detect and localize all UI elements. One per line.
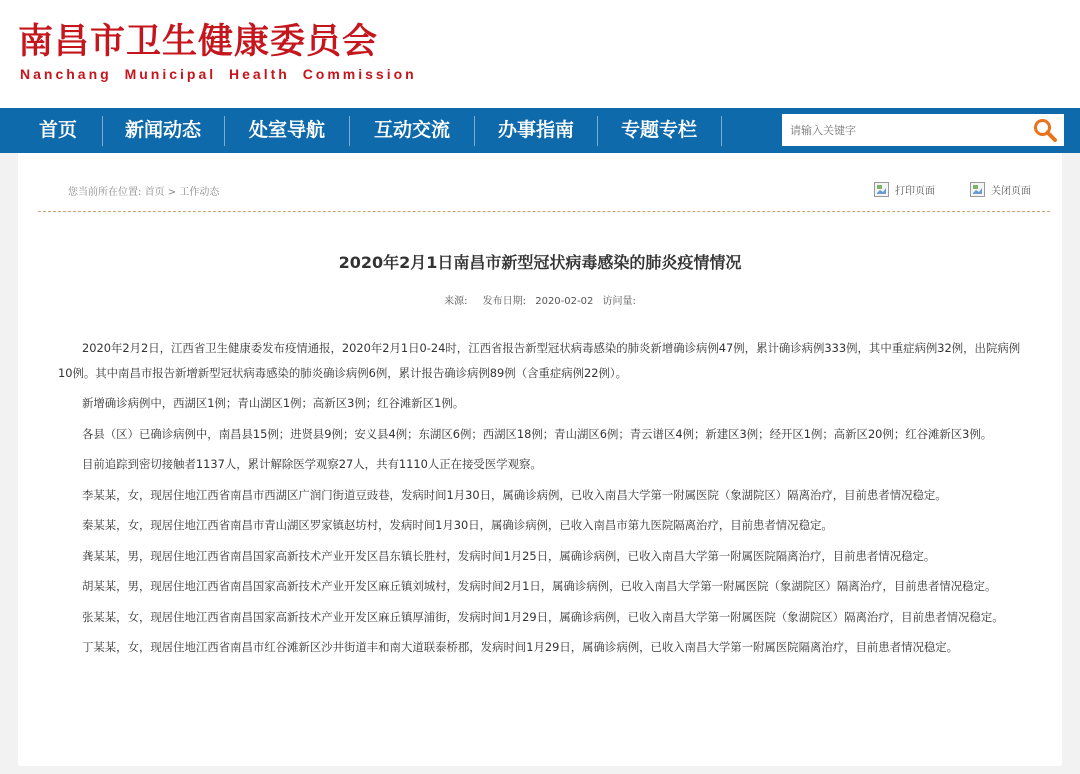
- nav-item-departments[interactable]: 处室导航: [248, 119, 325, 141]
- article-paragraph: 丁某某，女，现居住地江西省南昌市红谷滩新区沙井街道丰和南大道联泰桥郡，发病时间1月29日，属确诊病例，已收入南昌大学第一附属医院隔离治疗，目前患者情况稳定。: [82, 640, 959, 654]
- breadcrumb-prefix: 您当前所在位置:: [68, 187, 142, 198]
- search-button[interactable]: [1032, 117, 1058, 143]
- nav-item-home[interactable]: 首页: [38, 119, 77, 141]
- nav-item-interaction[interactable]: 互动交流: [373, 119, 450, 141]
- breadcrumb-separator: >: [167, 187, 177, 198]
- close-page-icon: [970, 182, 985, 197]
- breadcrumb: [68, 183, 219, 198]
- article-title: 2020年2月1日南昌市新型冠状病毒感染的肺炎疫情情况: [338, 253, 742, 272]
- article-meta: [18, 292, 1062, 307]
- search-icon: [1032, 117, 1058, 143]
- print-page-button[interactable]: [874, 182, 935, 197]
- nav-item-guide[interactable]: 办事指南: [497, 119, 574, 141]
- article-paragraph: 新增确诊病例中，西湖区1例；青山湖区1例；高新区3例；红谷滩新区1例。: [82, 396, 465, 410]
- date-label: 发布日期:: [482, 296, 527, 307]
- search-input[interactable]: [782, 114, 1030, 146]
- header-divider: [38, 211, 1050, 212]
- article-paragraph: 胡某某，男，现居住地江西省南昌国家高新技术产业开发区麻丘镇刘城村，发病时间2月1日，属确诊病例，已收入南昌大学第一附属医院（象湖院区）隔离治疗，目前患者情况稳定。: [82, 579, 997, 593]
- article-paragraph: 2020年2月2日，江西省卫生健康委发布疫情通报，2020年2月1日0-24时，江西省报告新型冠状病毒感染的肺炎新增确诊病例47例，累计确诊病例333例，其中重症病例32例，出院病例10例。其中南昌市报告新增新型冠状病毒感染的肺炎确诊病例6例，累计报告确诊病例89例（含重症病例22例）。: [58, 341, 1021, 380]
- article-paragraph: 李某某，女，现居住地江西省南昌市西湖区广润门街道豆豉巷，发病时间1月30日，属确诊病例，已收入南昌大学第一附属医院（象湖院区）隔离治疗，目前患者情况稳定。: [82, 487, 947, 502]
- article-body: [58, 336, 1030, 666]
- article-paragraph: 秦某某，女，现居住地江西省南昌市青山湖区罗家镇赵坊村，发病时间1月30日，属确诊病例，已收入南昌市第九医院隔离治疗，目前患者情况稳定。: [82, 518, 833, 532]
- views-label: 访问量:: [602, 296, 636, 307]
- article-card: [18, 153, 1062, 766]
- article-paragraph: 龚某某，男，现居住地江西省南昌国家高新技术产业开发区昌东镇长胜村，发病时间1月25日，属确诊病例，已收入南昌大学第一附属医院隔离治疗，目前患者情况稳定。: [82, 548, 936, 563]
- article-paragraph: 目前追踪到密切接触者1137人，累计解除医学观察27人，共有1110人正在接受医学观察。: [82, 457, 542, 471]
- site-logo-title[interactable]: 南昌市卫生健康委员会: [18, 22, 379, 62]
- print-page-label: 打印页面: [895, 186, 935, 197]
- search-box: [782, 114, 1064, 146]
- breadcrumb-current[interactable]: 工作动态: [179, 187, 220, 198]
- date-value: 2020-02-02: [535, 296, 594, 307]
- nav-separator: [721, 116, 722, 146]
- print-icon: [874, 182, 889, 197]
- article-paragraph: 各县（区）已确诊病例中，南昌县15例；进贤县9例；安义县4例；东湖区6例；西湖区18例；青山湖区6例；青云谱区4例；新建区3例；经开区1例；高新区20例；红谷滩新区3例。: [82, 426, 993, 441]
- site-header: [0, 0, 1080, 108]
- source-label: 来源:: [444, 296, 468, 307]
- close-page-button[interactable]: [970, 182, 1031, 197]
- nav-item-news[interactable]: 新闻动态: [124, 119, 201, 141]
- article-paragraph: 张某某，女，现居住地江西省南昌国家高新技术产业开发区麻丘镇厚浦街，发病时间1月29日，属确诊病例，已收入南昌大学第一附属医院（象湖院区）隔离治疗，目前患者情况稳定。: [82, 609, 1004, 624]
- breadcrumb-home[interactable]: 首页: [144, 187, 165, 198]
- site-logo-subtitle: Nanchang Municipal Health Commission: [20, 66, 417, 82]
- nav-item-topics[interactable]: 专题专栏: [620, 119, 697, 141]
- close-page-label: 关闭页面: [991, 186, 1031, 197]
